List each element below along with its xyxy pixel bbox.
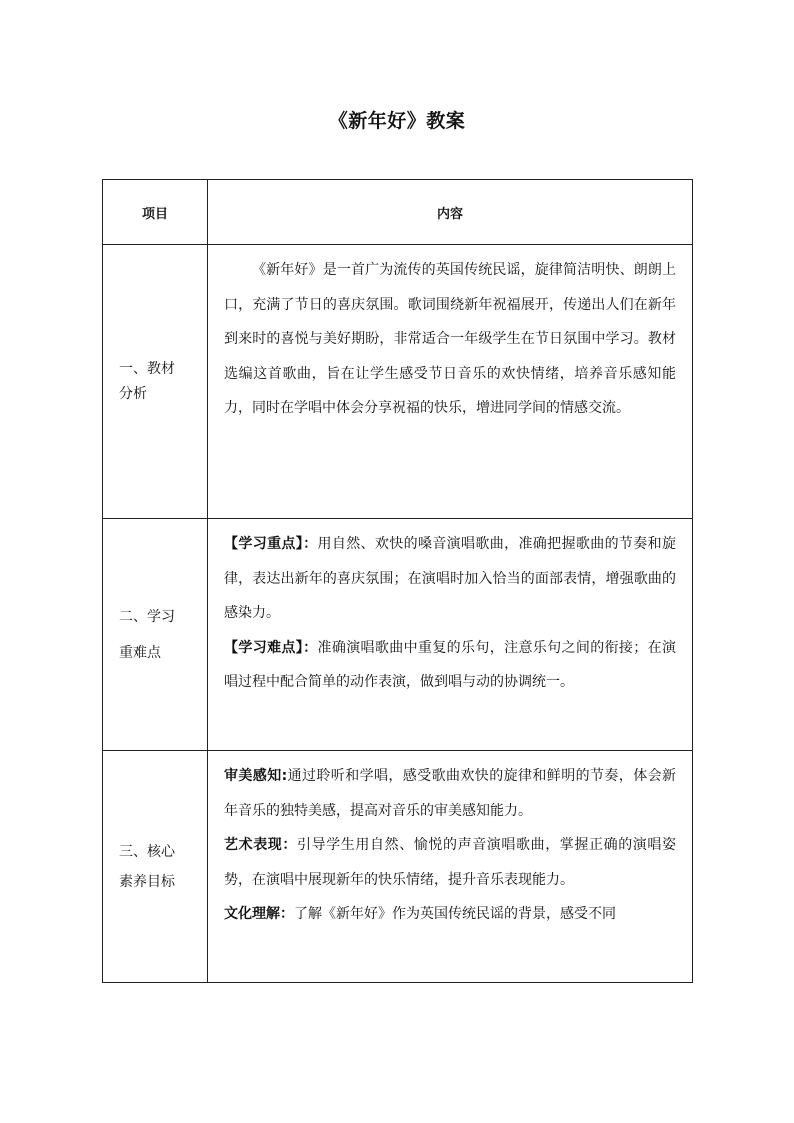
content-paragraph: 《新年好》是一首广为流传的英国传统民谣，旋律简洁明快、朗朗上口，充满了节日的喜庆氛围。歌词围绕新年祝福展开，传递出人们在新年到来时的喜悦与美好期盼，非常适合一年级学生在节日氛围中学习。教材选编这首歌曲，旨在让学生感受节日音乐的欢快情绪，培养音乐感知能力，同时在学唱中体会分享祝福的快乐，增进同学间的情感交流。 (224, 262, 676, 416)
row-content-core-literacy-goals (208, 751, 693, 983)
paragraph-text: 通过聆听和学唱，感受歌曲欢快的旋律和鲜明的节奏，体会新年音乐的独特美感，提高对音乐的审美感知能力。 (224, 768, 676, 819)
label-line: 三、核心 (119, 843, 175, 860)
document-title: 《新年好》教案 (328, 110, 466, 132)
paragraph-text: 用自然、欢快的嗓音演唱歌曲，准确把握歌曲的节奏和旋律，表达出新年的喜庆氛围；在演唱时加入恰当的面部表情，增强歌曲的感染力。 (224, 536, 676, 621)
paragraph-lead: 【学习难点】： (224, 639, 318, 656)
row-content-textbook-analysis (208, 245, 693, 519)
paragraph-lead: 审美感知: (224, 768, 288, 784)
table-header-row (103, 180, 693, 245)
row-label-core-literacy-goals (103, 751, 208, 983)
paragraph-lead: 艺术表现： (224, 837, 297, 853)
table-row (103, 519, 693, 751)
label-line: 重难点 (119, 644, 161, 661)
content-paragraph (224, 897, 676, 932)
content-paragraph (224, 527, 676, 631)
paragraph-text: 准确演唱歌曲中重复的乐句，注意乐句之间的衔接；在演唱过程中配合简单的动作表演，做到唱与动的协调统一。 (224, 639, 676, 690)
header-item: 项目 (103, 180, 208, 245)
row-content-key-difficult-points (208, 519, 693, 751)
label-line: 一、教材 (119, 360, 175, 377)
table-row (103, 751, 693, 983)
label-line: 分析 (119, 385, 147, 402)
content-paragraph (224, 828, 676, 897)
row-label-textbook-analysis (103, 245, 208, 519)
paragraph-lead: 文化理解： (224, 906, 294, 922)
lesson-plan-table (102, 179, 693, 983)
label-line: 二、学习 (119, 608, 175, 625)
content-paragraph (224, 759, 676, 828)
row-label-key-difficult-points (103, 519, 208, 751)
table-row (103, 245, 693, 519)
content-paragraph (224, 631, 676, 700)
label-line: 素养目标 (119, 873, 175, 890)
header-content: 内容 (208, 180, 693, 245)
paragraph-text: 了解《新年好》作为英国传统民谣的背景，感受不同 (294, 906, 616, 922)
paragraph-lead: 【学习重点】： (224, 536, 318, 552)
paragraph-text: 引导学生用自然、愉悦的声音演唱歌曲，掌握正确的演唱姿势，在演唱中展现新年的快乐情绪，提升音乐表现能力。 (224, 837, 676, 888)
